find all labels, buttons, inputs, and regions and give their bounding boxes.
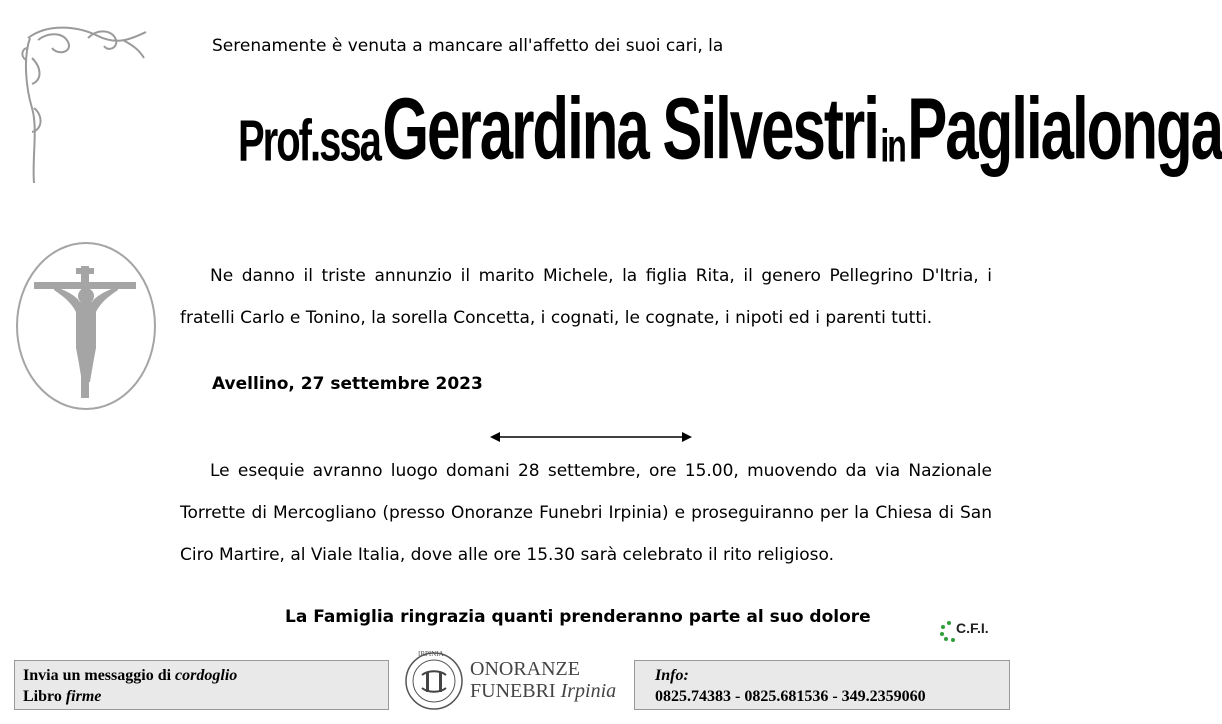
announcement-text: Ne danno il triste annunzio il marito Michele, la figlia Rita, il genero Pellegrino D'Itria, i fratelli Carlo e Tonino, la sorella Concetta, i cognati, le cognate, i nipoti ed i parenti tutti. [180, 266, 992, 328]
corner-ornament [18, 18, 153, 188]
company-name: ONORANZE FUNEBRI Irpinia [470, 658, 617, 702]
divider-arrow [490, 430, 692, 444]
company-logo-text: IRPINIA [418, 650, 444, 658]
intro-text: Serenamente è venuta a mancare all'affetto dei suoi cari, la [212, 36, 724, 56]
info-phones[interactable]: 0825.74383 - 0825.681536 - 349.2359060 [655, 688, 926, 705]
info-box [634, 660, 1010, 710]
condolence-link[interactable]: Invia un messaggio di cordoglio [23, 667, 238, 684]
crucifix-icon [14, 240, 158, 412]
guestbook-link[interactable]: Libro firme [23, 688, 102, 705]
place-date: Avellino, 27 settembre 2023 [212, 374, 483, 394]
deceased-married-name: Paglialonga [907, 80, 1222, 178]
deceased-title: Prof.ssa [238, 109, 380, 174]
deceased-conjunction: in [880, 119, 905, 172]
info-label: Info: [655, 667, 689, 684]
condolence-box[interactable] [14, 660, 389, 710]
deceased-name [238, 80, 1222, 220]
funeral-text: Le esequie avranno luogo domani 28 settembre, ore 15.00, muovendo da via Nazionale Torrette di Mercogliano (presso Onoranze Funebri Irpinia) e proseguiranno per la Chiesa di San Ciro Martire, al Viale Italia, dove alle ore 15.30 sarà celebrato il rito religioso. [180, 461, 992, 565]
cfi-label: C.F.I. [956, 620, 989, 636]
deceased-first-name: Gerardina Silvestri [382, 80, 878, 178]
thanks-text: La Famiglia ringrazia quanti prenderanno parte al suo dolore [285, 607, 871, 627]
company-logo-icon [404, 650, 464, 712]
